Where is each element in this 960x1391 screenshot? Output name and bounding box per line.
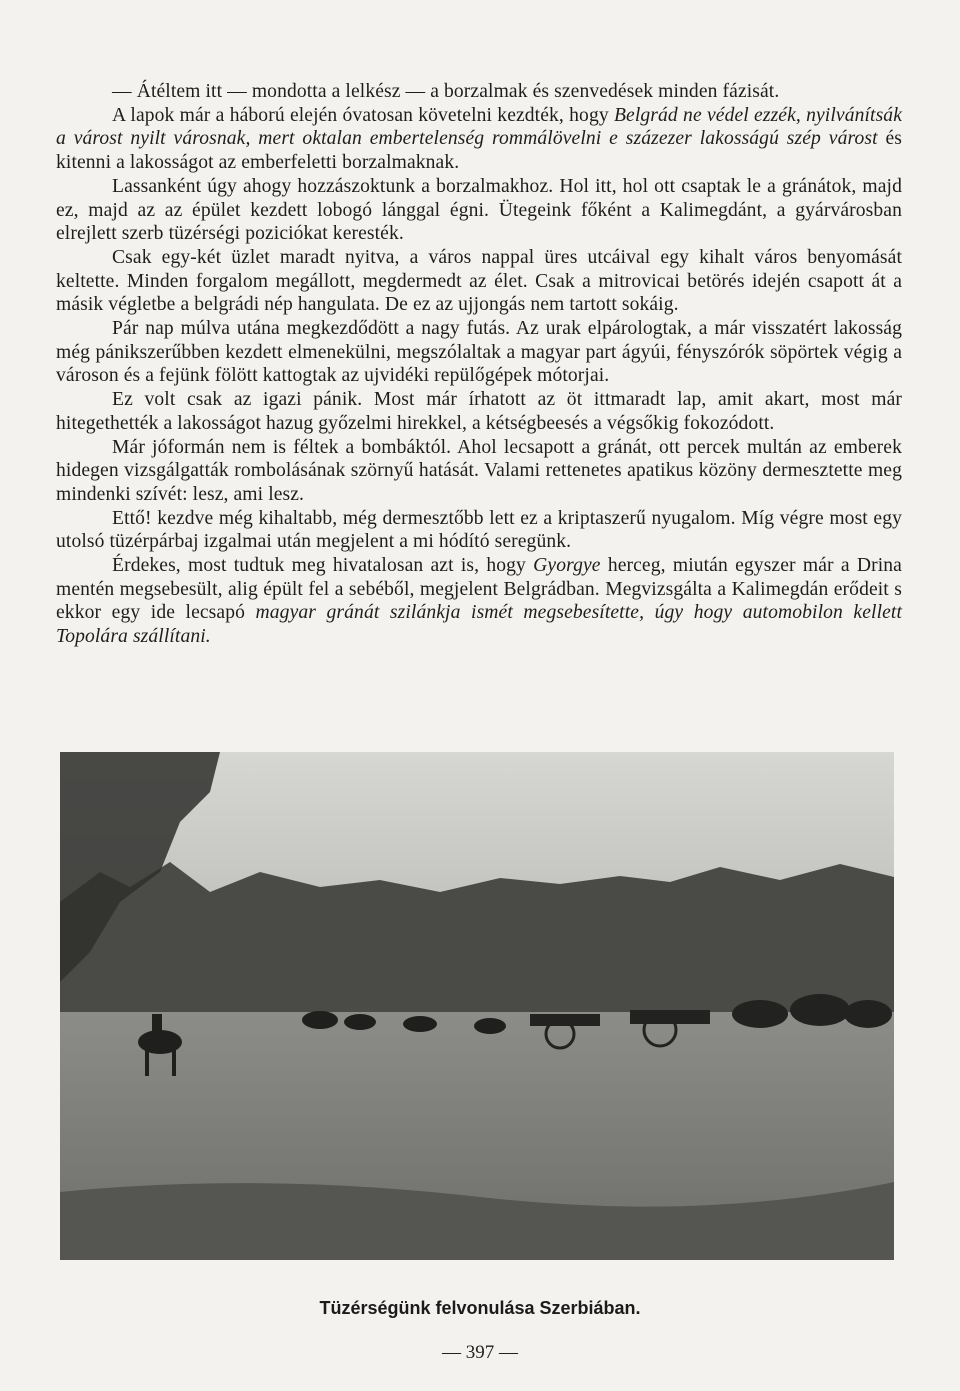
paragraph-2 <box>56 104 902 175</box>
paragraph-9 <box>56 554 902 649</box>
paragraph-3: Lassanként úgy ahogy hozzászoktunk a borzalmakhoz. Hol itt, hol ott csaptak le a gránátok, majd ez, majd az az épület kezdett lobogó lánggal égni. Ütegeink főként a Kalimegdánt, a gyárvárosban elrejlett szerb tüzérségi poziciókat keresték. <box>56 175 902 245</box>
tree-line <box>60 862 894 1022</box>
artillery-photo-illustration <box>60 752 894 1260</box>
paragraph-2-part-a: A lapok már a háború elején óvatosan követelni kezdték, hogy <box>112 104 614 126</box>
paragraph-9-italic: magyar gránát szilánkja ismét megsebesítette, úgy hogy automobilon kellett Topolára szállítani. <box>56 602 902 648</box>
paragraph-6: Ez volt csak az igazi pánik. Most már írhatott az öt ittmaradt lap, amit akart, most már hitegethették a lakosságot hazug győzelmi hirekkel, a kétségbeesés a végsőkig fokozódott. <box>56 389 902 434</box>
paragraph-5: Pár nap múlva utána megkezdődött a nagy futás. Az urak elpárologtak, a már visszatért lakosság még pánikszerűbben kezdett elmenekülni, megszólaltak a magyar part ágyúi, fényszórók söpörtek végig a városon és a fejünk fölött kattogtak az ujvidéki repülőgépek mótorjai. <box>56 318 902 387</box>
paragraph-7: Már jóformán nem is féltek a bombáktól. Ahol lecsapott a gránát, ott percek multán az emberek hidegen vizsgálgatták rombolásának szörnyű hatását. Valami rettenetes apatikus közöny dermesztette meg mindenki szívét: lesz, ami lesz. <box>56 436 902 505</box>
paragraph-8: Ettő! kezdve még kihaltabb, még dermesztőbb lett ez a kriptaszerű nyugalom. Míg végre most egy utolsó tüzérpárbaj izgalmai után megjelent a mi hódító seregünk. <box>56 507 902 553</box>
paragraph-9-part-a: Érdekes, most tudtuk meg hivatalosan azt is, hogy <box>112 555 534 577</box>
paragraph-4: Csak egy-két üzlet maradt nyitva, a város nappal üres utcáival egy kihalt város benyomását keltette. Minden forgalom megállott, megdermedt az élet. Csak a mitrovicai betörés idején csapott át a másik végletbe a belgrádi nép hangulata. De ez az ujjongás nem tartott sokáig. <box>56 246 902 316</box>
artillery-photo <box>60 752 894 1260</box>
paragraph-2-italic: Belgrád ne védel ezzék, nyilvánítsák a várost nyilt városnak, mert oktalan embertelenség rommálövelni e százezer lakosságú szép várost <box>56 104 902 150</box>
photo-caption: Tüzérségünk felvonulása Szerbiában. <box>319 1298 641 1318</box>
paragraph-9-part-c: herceg, miután egyszer már a Drina mentén megsebesült, alig épült fel a sebéből, megjelent Belgrádban. Megvizsgálta a Kalimegdán erődeit s ekkor egy ide lecsapó <box>56 555 902 624</box>
page-number: — 397 — <box>442 1342 518 1363</box>
paragraph-2-part-c: és kitenni a lakosságot az emberfeletti borzalmaknak. <box>56 128 902 174</box>
body-text <box>56 80 902 649</box>
paragraph-9-name: Gyorgye <box>533 555 601 577</box>
paragraph-1: — Átéltem itt — mondotta a lelkész — a borzalmak és szenvedések minden fázisát. <box>112 81 780 102</box>
